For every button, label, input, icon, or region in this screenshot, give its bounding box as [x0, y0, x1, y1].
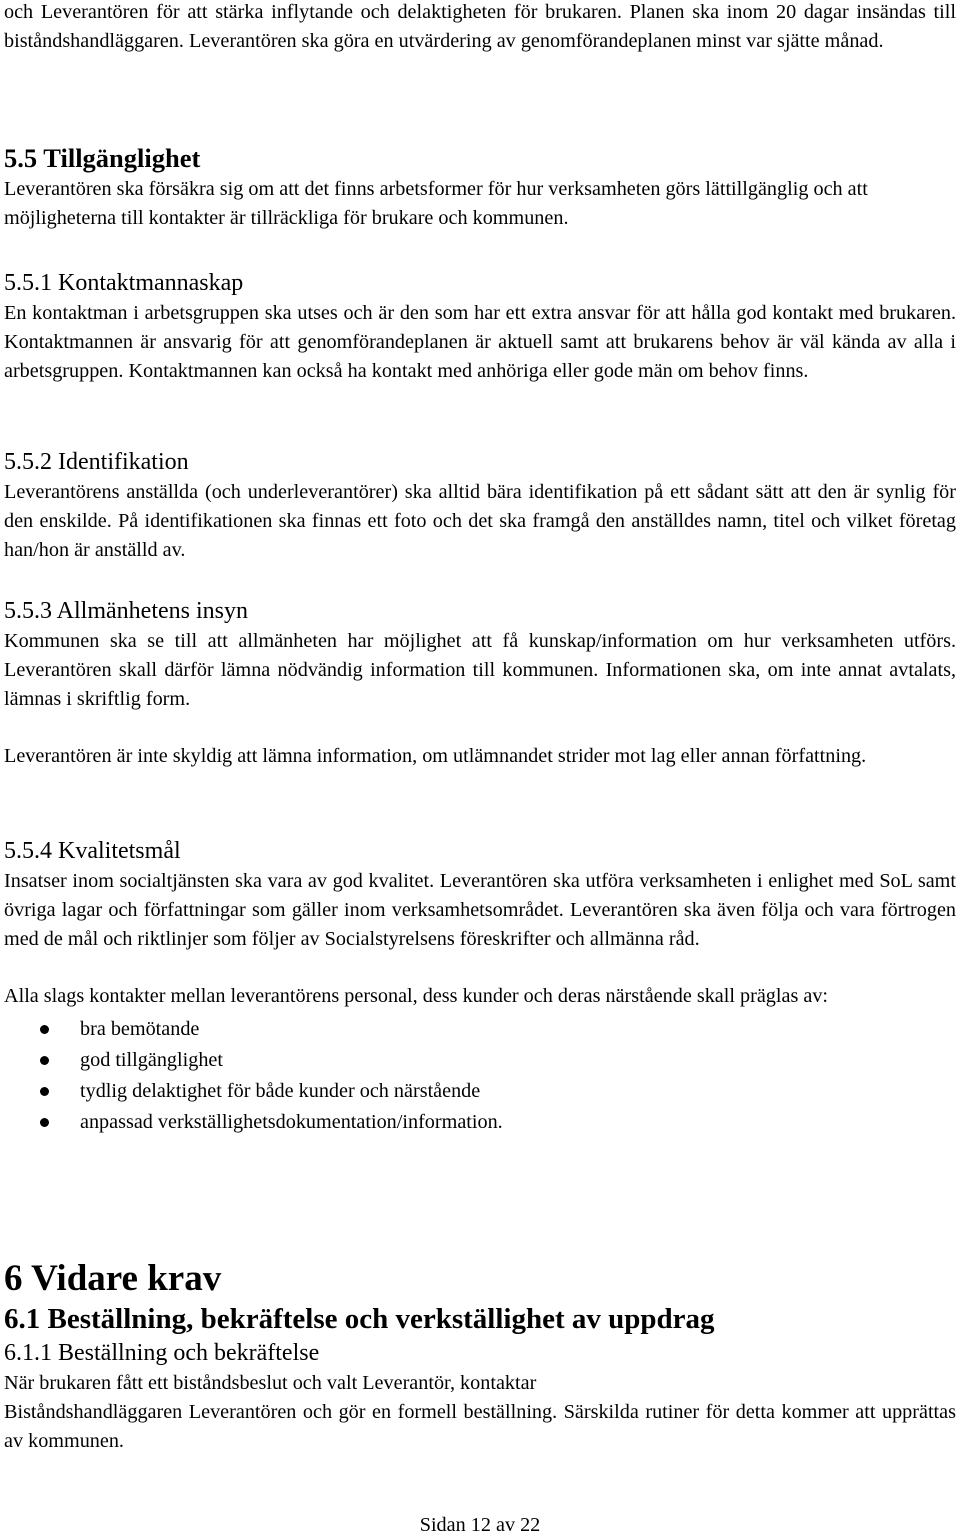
- intro-paragraph: och Leverantören för att stärka inflytande och delaktigheten för brukaren. Planen ska inom 20 dagar insändas till biståndshandläggaren. Leverantören ska göra en utvärdering av genomförandeplanen minst var sjätte månad.: [4, 1, 956, 52]
- section-heading-5-5-1: 5.5.1 Kontaktmannaskap: [4, 270, 244, 296]
- section-5-5-2-paragraph: Leverantörens anställda (och underleverantörer) ska alltid bära identifikation på ett sådant sätt att den är synlig för den enskilde. På identifikationen ska finnas ett foto och det ska framgå den anställdes namn, titel och vilket företag han/hon är anställd av.: [4, 481, 956, 561]
- list-item: tydlig delaktighet för både kunder och närstående: [4, 1076, 956, 1107]
- section-5-5-4: [4, 835, 956, 1138]
- bullet-icon: [40, 1118, 49, 1127]
- section-heading-5-5-2: 5.5.2 Identifikation: [4, 449, 189, 475]
- section-heading-6-1-1: 6.1.1 Beställning och bekräftelse: [4, 1340, 320, 1366]
- bullet-icon: [40, 1087, 49, 1096]
- list-item: god tillgänglighet: [4, 1045, 956, 1076]
- section-6: [4, 1257, 956, 1456]
- section-5-5-3-paragraph-1: Kommunen ska se till att allmänheten har möjlighet att få kunskap/information om hur verksamheten utförs. Leverantören skall därför lämna nödvändig information till kommunen. Informationen ska, om inte annat avtalats, lämnas i skriftlig form.: [4, 630, 956, 710]
- section-5-5-4-paragraph-2: Alla slags kontakter mellan leverantörens personal, dess kunder och deras närstående skall präglas av:: [4, 985, 829, 1007]
- section-5-5-2: [4, 446, 956, 565]
- section-heading-5-5-4: 5.5.4 Kvalitetsmål: [4, 838, 181, 864]
- section-5-5-3-paragraph-2: Leverantören är inte skyldig att lämna information, om utlämnandet strider mot lag eller annan författning.: [4, 745, 867, 767]
- list-item: bra bemötande: [4, 1014, 956, 1045]
- section-5-5-1: [4, 267, 956, 386]
- section-5-5-1-paragraph: En kontaktman i arbetsgruppen ska utses och är den som har ett extra ansvar för att hålla god kontakt med brukaren. Kontaktmannen är ansvarig för att genomförandeplanen är aktuell samt att brukarens behov är väl kända av alla i arbetsgruppen. Kontaktmannen kan också ha kontakt med anhöriga eller gode män om behov finns.: [4, 302, 956, 382]
- section-5-5-paragraph: Leverantören ska försäkra sig om att det finns arbetsformer för hur verksamheten görs lättillgänglig och att möjligheterna till kontakter är tillräckliga för brukare och kommunen.: [4, 178, 868, 229]
- page-footer: Sidan 12 av 22: [419, 1514, 541, 1536]
- bullet-icon: [40, 1025, 49, 1034]
- chapter-heading-6: 6 Vidare krav: [4, 1258, 222, 1299]
- section-6-1-1-paragraph: Biståndshandläggaren Leverantören och gör en formell beställning. Särskilda rutiner för detta kommer att upprättas av kommunen.: [4, 1401, 956, 1452]
- list-item: anpassad verkställighetsdokumentation/information.: [4, 1107, 956, 1138]
- quality-bullet-list: [4, 1014, 956, 1138]
- section-5-5-3: [4, 595, 956, 771]
- section-5-5: [4, 141, 956, 233]
- bullet-icon: [40, 1056, 49, 1065]
- intro-section: [4, 0, 956, 56]
- section-6-1-1-line-1: När brukaren fått ett biståndsbeslut och valt Leverantör, kontaktar: [4, 1372, 537, 1394]
- section-heading-5-5: 5.5 Tillgänglighet: [4, 143, 201, 173]
- section-heading-5-5-3: 5.5.3 Allmänhetens insyn: [4, 598, 248, 624]
- section-heading-6-1: 6.1 Beställning, bekräftelse och verkställighet av uppdrag: [4, 1303, 715, 1335]
- section-5-5-4-paragraph-1: Insatser inom socialtjänsten ska vara av god kvalitet. Leverantören ska utföra verksamheten i enlighet med SoL samt övriga lagar och författningar som gäller inom verksamhetsområdet. Leverantören ska även följa och vara förtrogen med de mål och riktlinjer som följer av Socialstyrelsens föreskrifter och allmänna råd.: [4, 870, 956, 950]
